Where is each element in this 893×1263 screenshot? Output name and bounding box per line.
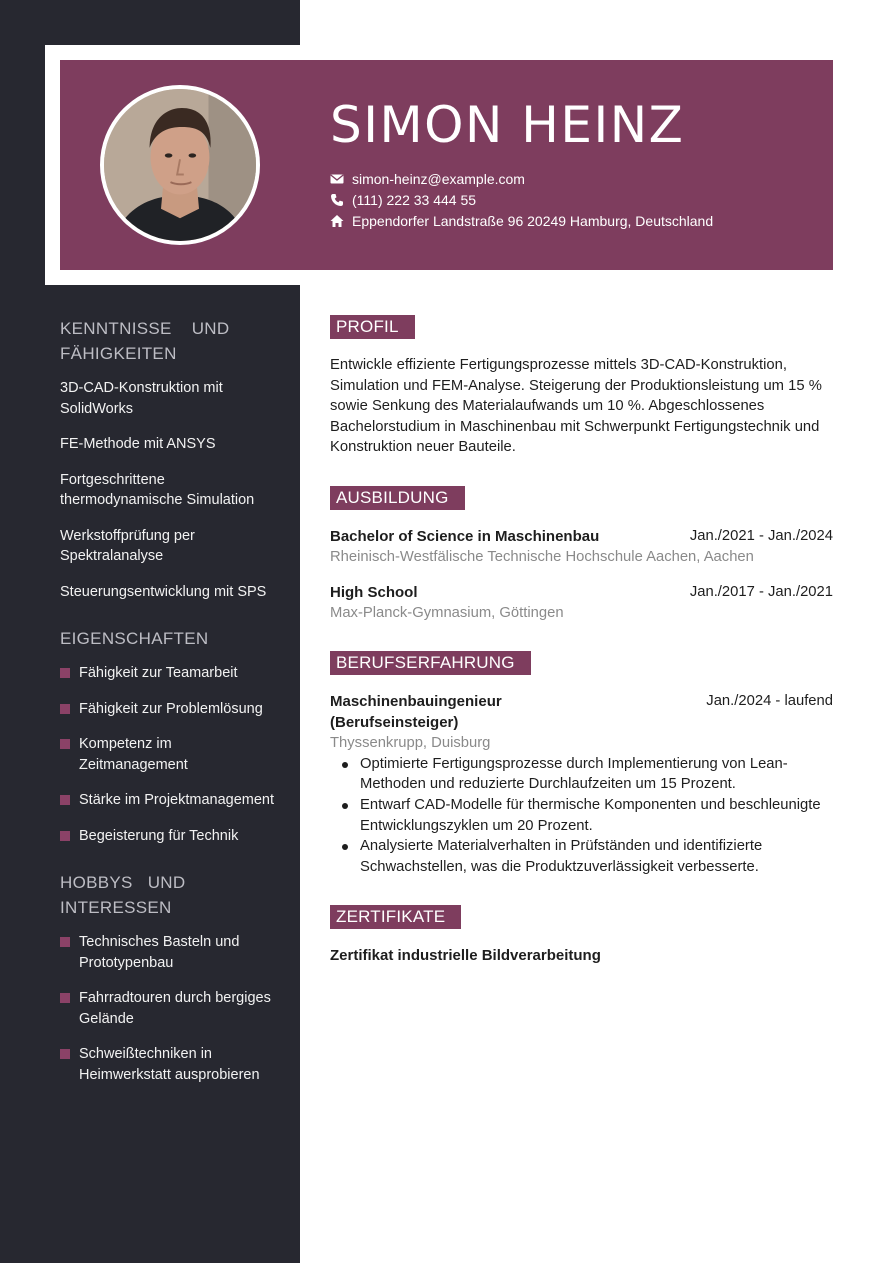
trait-text: Stärke im Projektmanagement [79,792,275,808]
skills-section [60,316,275,602]
skill-item: Steuerungsentwicklung mit SPS [60,583,267,600]
main-content [330,315,833,994]
bullet-square-icon [60,668,70,678]
degree-title: Bachelor of Science in Maschinenbau [330,527,600,545]
traits-section [60,626,275,846]
achievement-item: Optimierte Fertigungsprozesse durch Implementierung von Lean-Methoden und reduzierte Durchlaufzeiten um 15 Prozent. [342,754,833,795]
education-entry [330,582,833,624]
contact-phone[interactable] [330,192,476,208]
certificates-section [330,905,833,966]
date-range: Jan./2024 - laufend [706,693,833,710]
profile-section [330,315,833,458]
education-heading: AUSBILDUNG [330,486,465,510]
experience-heading: BERUFSERFAHRUNG [330,651,531,675]
skill-item: 3D-CAD-Konstruktion mit SolidWorks [60,380,223,417]
trait-item [60,826,275,847]
hobby-item [60,988,275,1029]
skill-item: FE-Methode mit ANSYS [60,436,216,452]
hobby-text: Fahrradtouren durch bergiges Gelände [79,990,271,1027]
traits-heading: EIGENSCHAFTEN [60,629,209,648]
hobby-text: Schweißtechniken in Heimwerkstatt ausprobieren [79,1046,260,1083]
skills-heading: KENNTNISSE UND FÄHIGKEITEN [60,319,235,363]
bullet-square-icon [60,993,70,1003]
home-icon [330,214,344,228]
bullet-square-icon [60,937,70,947]
skill-item: Fortgeschrittene thermodynamische Simulation [60,471,255,508]
trait-text: Fähigkeit zur Problemlösung [79,700,263,717]
hobbies-section [60,870,275,1085]
bullet-square-icon [60,704,70,714]
trait-text: Fähigkeit zur Teamarbeit [79,665,238,681]
trait-text: Kompetenz im Zeitmanagement [79,736,188,773]
phone-icon [330,193,344,207]
contact-address [330,213,713,229]
profile-heading: PROFIL [330,315,415,339]
achievement-item: Entwarf CAD-Modelle für thermische Komponenten und beschleunigte Entwicklungszyklen um 20 Prozent. [342,795,833,836]
trait-item [60,734,275,775]
profile-text: Entwickle effiziente Fertigungsprozesse mittels 3D-CAD-Konstruktion, Simulation und FEM-Analyse. Steigerung der Produktionsleistung um 15 % sowie Senkung des Materialaufwands um 10 %. Abgeschlossenes Bachelorstudium in Maschinenbau mit Schwerpunkt Fertigungstechnik und Konstruktion neuer Bauteile. [330,357,822,456]
institution: Max-Planck-Gymnasium, Göttingen [330,604,564,621]
bullet-square-icon [60,1049,70,1059]
achievement-list [342,754,833,878]
hobby-item [60,1044,275,1085]
bullet-square-icon [60,739,70,749]
bullet-square-icon [60,795,70,805]
candidate-name: SIMON HEINZ [330,96,685,154]
bullet-square-icon [60,831,70,841]
achievement-item: Analysierte Materialverhalten in Prüfständen und identifizierte Schwachstellen, was die Produktzuverlässigkeit verbesserte. [342,836,833,877]
address-text: Eppendorfer Landstraße 96 20249 Hamburg, Deutschland [352,213,714,229]
experience-section [330,651,833,877]
hobby-item [60,932,275,973]
certificates-heading: ZERTIFIKATE [330,905,461,929]
employer: Thyssenkrupp, Duisburg [330,735,491,752]
skill-item: Werkstoffprüfung per Spektralanalyse [60,527,195,564]
education-entry [330,526,833,568]
hobbies-heading: HOBBYS UND INTERESSEN [60,873,191,917]
trait-item [60,699,275,720]
trait-text: Begeisterung für Technik [79,827,239,844]
header-banner [60,60,833,270]
institution: Rheinisch-Westfälische Technische Hochschule Aachen, Aachen [330,548,754,565]
envelope-icon [330,172,344,186]
trait-item [60,790,275,811]
job-title: Maschinenbauingenieur (Berufseinsteiger) [330,693,502,732]
certificate-item: Zertifikat industrielle Bildverarbeitung [330,947,601,965]
date-range: Jan./2017 - Jan./2021 [689,583,833,600]
profile-photo [100,85,260,245]
profile-photo-illustration [104,89,256,241]
phone-text: (111) 222 33 444 55 [352,192,477,208]
experience-entry [330,691,833,877]
degree-title: High School [330,583,418,601]
contact-email[interactable] [330,171,525,187]
email-text: simon-heinz@example.com [352,171,525,187]
education-section [330,486,833,623]
hobby-text: Technisches Basteln und Prototypenbau [79,934,240,971]
trait-item [60,663,275,684]
sidebar [60,316,275,1100]
date-range: Jan./2021 - Jan./2024 [689,527,833,544]
